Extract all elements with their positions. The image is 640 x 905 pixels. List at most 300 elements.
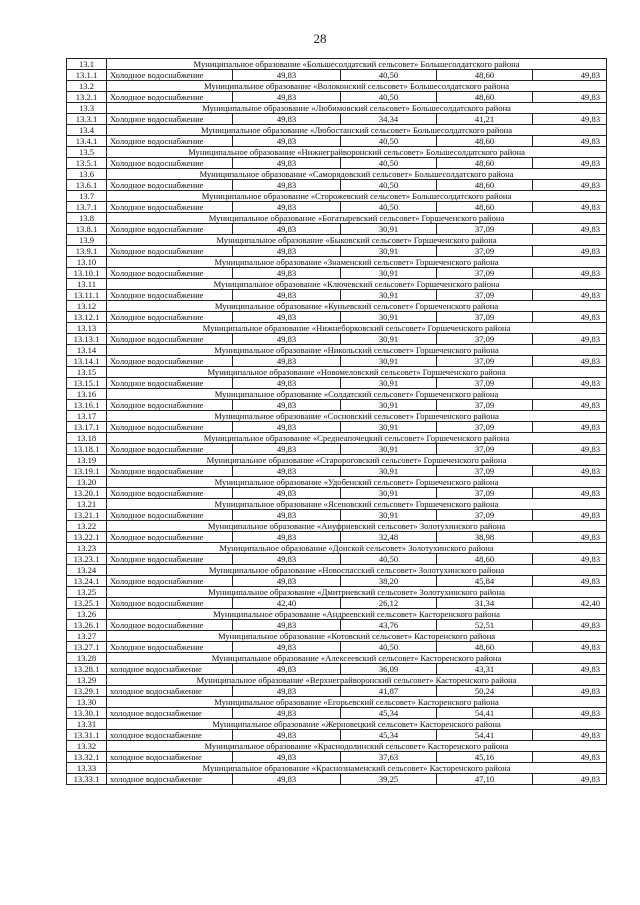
tariff-value-3: 37,09 <box>437 422 533 433</box>
municipality-name: Муниципальное образование «Сосновский сельсовет» Горшеченского района <box>107 411 607 422</box>
tariff-value-1: 49,83 <box>233 70 341 81</box>
tariff-value-4: 49,83 <box>533 356 607 367</box>
tariff-value-1: 49,83 <box>233 642 341 653</box>
tariff-data-row <box>67 158 607 169</box>
tariff-value-2: 26,12 <box>341 598 437 609</box>
row-number: 13.19 <box>67 455 107 466</box>
tariff-value-3: 43,31 <box>437 664 533 675</box>
row-number: 13.8.1 <box>67 224 107 235</box>
tariff-value-1: 49,83 <box>233 752 341 763</box>
tariff-value-1: 49,83 <box>233 246 341 257</box>
municipality-name: Муниципальное образование «Удобенский сельсовет» Горшеченского района <box>107 477 607 488</box>
tariff-value-3: 48,60 <box>437 70 533 81</box>
tariff-value-4: 49,83 <box>533 510 607 521</box>
tariff-value-3: 48,60 <box>437 180 533 191</box>
row-number: 13.23 <box>67 543 107 554</box>
municipality-header-row <box>67 301 607 312</box>
row-number: 13.27 <box>67 631 107 642</box>
tariff-value-3: 37,09 <box>437 488 533 499</box>
tariff-value-2: 40,50 <box>341 202 437 213</box>
service-label: Холодное водоснабжение <box>107 356 233 367</box>
row-number: 13.1 <box>67 59 107 70</box>
row-number: 13.11 <box>67 279 107 290</box>
tariff-data-row <box>67 136 607 147</box>
row-number: 13.4.1 <box>67 136 107 147</box>
service-label: Холодное водоснабжение <box>107 70 233 81</box>
row-number: 13.28 <box>67 653 107 664</box>
tariff-value-1: 49,83 <box>233 686 341 697</box>
service-label: Холодное водоснабжение <box>107 444 233 455</box>
service-label: Холодное водоснабжение <box>107 642 233 653</box>
municipality-name: Муниципальное образование «Котовский сельсовет» Касторенского района <box>107 631 607 642</box>
row-number: 13.29 <box>67 675 107 686</box>
tariff-value-2: 40,50 <box>341 92 437 103</box>
tariff-value-2: 30,91 <box>341 334 437 345</box>
row-number: 13.24.1 <box>67 576 107 587</box>
municipality-header-row <box>67 499 607 510</box>
row-number: 13.13 <box>67 323 107 334</box>
tariff-value-2: 30,91 <box>341 224 437 235</box>
tariff-value-4: 49,83 <box>533 444 607 455</box>
tariff-value-1: 49,83 <box>233 774 341 785</box>
service-label: Холодное водоснабжение <box>107 510 233 521</box>
tariff-value-4: 49,83 <box>533 114 607 125</box>
tariff-value-2: 34,34 <box>341 114 437 125</box>
municipality-header-row <box>67 697 607 708</box>
tariff-data-row <box>67 510 607 521</box>
tariff-data-row <box>67 598 607 609</box>
service-label: Холодное водоснабжение <box>107 268 233 279</box>
tariff-value-4: 49,83 <box>533 752 607 763</box>
municipality-name: Муниципальное образование «Дмитриевский сельсовет» Золотухинского района <box>107 587 607 598</box>
tariff-value-4: 49,83 <box>533 642 607 653</box>
tariff-value-1: 49,83 <box>233 180 341 191</box>
tariff-value-3: 37,09 <box>437 466 533 477</box>
tariff-data-row <box>67 642 607 653</box>
service-label: Холодное водоснабжение <box>107 246 233 257</box>
tariff-table-body <box>67 59 607 785</box>
municipality-name: Муниципальное образование «Любимовский сельсовет» Большесолдатского района <box>107 103 607 114</box>
municipality-header-row <box>67 631 607 642</box>
tariff-value-4: 49,83 <box>533 708 607 719</box>
tariff-value-4: 49,83 <box>533 576 607 587</box>
service-label: Холодное водоснабжение <box>107 554 233 565</box>
municipality-header-row <box>67 257 607 268</box>
service-label: холодное водоснабжение <box>107 664 233 675</box>
municipality-header-row <box>67 59 607 70</box>
row-number: 13.33.1 <box>67 774 107 785</box>
tariff-value-4: 49,83 <box>533 268 607 279</box>
tariff-value-3: 37,09 <box>437 224 533 235</box>
service-label: Холодное водоснабжение <box>107 598 233 609</box>
municipality-name: Муниципальное образование «Донской сельсовет» Золотухинского района <box>107 543 607 554</box>
municipality-header-row <box>67 609 607 620</box>
tariff-value-1: 49,83 <box>233 92 341 103</box>
municipality-header-row <box>67 389 607 400</box>
row-number: 13.13.1 <box>67 334 107 345</box>
tariff-value-3: 54,41 <box>437 730 533 741</box>
tariff-value-1: 49,83 <box>233 422 341 433</box>
tariff-value-2: 40,50 <box>341 70 437 81</box>
service-label: Холодное водоснабжение <box>107 180 233 191</box>
tariff-data-row <box>67 92 607 103</box>
tariff-data-row <box>67 224 607 235</box>
tariff-value-2: 40,50 <box>341 180 437 191</box>
tariff-data-row <box>67 730 607 741</box>
tariff-value-4: 49,83 <box>533 334 607 345</box>
tariff-value-2: 32,48 <box>341 532 437 543</box>
tariff-value-4: 49,83 <box>533 466 607 477</box>
tariff-value-3: 31,34 <box>437 598 533 609</box>
municipality-name: Муниципальное образование «Ясеновский сельсовет» Горшеченского района <box>107 499 607 510</box>
row-number: 13.27.1 <box>67 642 107 653</box>
service-label: холодное водоснабжение <box>107 774 233 785</box>
tariff-value-1: 49,83 <box>233 532 341 543</box>
row-number: 13.20.1 <box>67 488 107 499</box>
service-label: Холодное водоснабжение <box>107 312 233 323</box>
tariff-value-1: 49,83 <box>233 466 341 477</box>
tariff-value-2: 30,91 <box>341 378 437 389</box>
municipality-header-row <box>67 433 607 444</box>
municipality-name: Муниципальное образование «Новомеловский сельсовет» Горшеченского района <box>107 367 607 378</box>
tariff-value-1: 49,83 <box>233 136 341 147</box>
municipality-name: Муниципальное образование «Андреевский сельсовет» Касторенского района <box>107 609 607 620</box>
tariff-value-1: 49,83 <box>233 224 341 235</box>
row-number: 13.28.1 <box>67 664 107 675</box>
tariff-value-4: 49,83 <box>533 488 607 499</box>
tariff-value-3: 37,09 <box>437 312 533 323</box>
tariff-value-3: 37,09 <box>437 356 533 367</box>
service-label: холодное водоснабжение <box>107 708 233 719</box>
municipality-header-row <box>67 345 607 356</box>
service-label: Холодное водоснабжение <box>107 400 233 411</box>
tariff-data-row <box>67 708 607 719</box>
row-number: 13.30 <box>67 697 107 708</box>
municipality-header-row <box>67 279 607 290</box>
municipality-header-row <box>67 477 607 488</box>
tariff-value-2: 30,91 <box>341 246 437 257</box>
row-number: 13.17.1 <box>67 422 107 433</box>
municipality-header-row <box>67 653 607 664</box>
municipality-header-row <box>67 367 607 378</box>
tariff-value-4: 49,83 <box>533 686 607 697</box>
tariff-data-row <box>67 752 607 763</box>
tariff-data-row <box>67 378 607 389</box>
tariff-value-2: 30,91 <box>341 268 437 279</box>
tariff-value-4: 49,83 <box>533 202 607 213</box>
tariff-value-1: 49,83 <box>233 312 341 323</box>
tariff-value-4: 49,83 <box>533 246 607 257</box>
tariff-table <box>66 58 607 785</box>
row-number: 13.6 <box>67 169 107 180</box>
municipality-header-row <box>67 719 607 730</box>
tariff-data-row <box>67 334 607 345</box>
service-label: Холодное водоснабжение <box>107 136 233 147</box>
tariff-value-1: 49,83 <box>233 554 341 565</box>
tariff-data-row <box>67 488 607 499</box>
service-label: Холодное водоснабжение <box>107 224 233 235</box>
row-number: 13.15.1 <box>67 378 107 389</box>
tariff-value-4: 49,83 <box>533 70 607 81</box>
row-number: 13.5 <box>67 147 107 158</box>
tariff-value-1: 49,83 <box>233 334 341 345</box>
row-number: 13.11.1 <box>67 290 107 301</box>
tariff-data-row <box>67 202 607 213</box>
row-number: 13.26.1 <box>67 620 107 631</box>
service-label: Холодное водоснабжение <box>107 290 233 301</box>
row-number: 13.18 <box>67 433 107 444</box>
tariff-value-4: 49,83 <box>533 312 607 323</box>
municipality-header-row <box>67 213 607 224</box>
tariff-value-1: 49,83 <box>233 114 341 125</box>
row-number: 13.18.1 <box>67 444 107 455</box>
tariff-value-3: 48,60 <box>437 92 533 103</box>
service-label: Холодное водоснабжение <box>107 532 233 543</box>
service-label: Холодное водоснабжение <box>107 334 233 345</box>
tariff-value-2: 30,91 <box>341 510 437 521</box>
tariff-data-row <box>67 400 607 411</box>
row-number: 13.1.1 <box>67 70 107 81</box>
row-number: 13.31 <box>67 719 107 730</box>
row-number: 13.33 <box>67 763 107 774</box>
municipality-header-row <box>67 763 607 774</box>
service-label: Холодное водоснабжение <box>107 620 233 631</box>
municipality-header-row <box>67 191 607 202</box>
row-number: 13.16 <box>67 389 107 400</box>
row-number: 13.4 <box>67 125 107 136</box>
tariff-value-4: 49,83 <box>533 158 607 169</box>
municipality-header-row <box>67 675 607 686</box>
municipality-name: Муниципальное образование «Нижнеборковский сельсовет» Горшеченского района <box>107 323 607 334</box>
tariff-value-2: 37,63 <box>341 752 437 763</box>
row-number: 13.6.1 <box>67 180 107 191</box>
row-number: 13.21.1 <box>67 510 107 521</box>
tariff-value-4: 49,83 <box>533 620 607 631</box>
row-number: 13.25.1 <box>67 598 107 609</box>
tariff-value-2: 30,91 <box>341 356 437 367</box>
service-label: холодное водоснабжение <box>107 686 233 697</box>
tariff-value-2: 39,25 <box>341 774 437 785</box>
tariff-value-3: 37,09 <box>437 268 533 279</box>
municipality-name: Муниципальное образование «Алексеевский сельсовет» Касторенского района <box>107 653 607 664</box>
tariff-value-2: 45,34 <box>341 708 437 719</box>
tariff-data-row <box>67 268 607 279</box>
tariff-value-3: 41,21 <box>437 114 533 125</box>
municipality-header-row <box>67 323 607 334</box>
tariff-data-row <box>67 290 607 301</box>
municipality-header-row <box>67 521 607 532</box>
tariff-value-1: 49,83 <box>233 268 341 279</box>
tariff-value-3: 37,09 <box>437 400 533 411</box>
tariff-value-1: 49,83 <box>233 356 341 367</box>
tariff-value-1: 49,83 <box>233 576 341 587</box>
municipality-name: Муниципальное образование «Краснодолинский сельсовет» Касторенского района <box>107 741 607 752</box>
tariff-data-row <box>67 576 607 587</box>
row-number: 13.32.1 <box>67 752 107 763</box>
tariff-value-1: 49,83 <box>233 400 341 411</box>
tariff-value-3: 38,98 <box>437 532 533 543</box>
row-number: 13.29.1 <box>67 686 107 697</box>
tariff-value-4: 49,83 <box>533 136 607 147</box>
tariff-value-3: 37,09 <box>437 290 533 301</box>
tariff-value-2: 30,91 <box>341 488 437 499</box>
municipality-name: Муниципальное образование «Волоконский сельсовет» Большесолдатского района <box>107 81 607 92</box>
row-number: 13.17 <box>67 411 107 422</box>
tariff-value-1: 49,83 <box>233 620 341 631</box>
service-label: Холодное водоснабжение <box>107 576 233 587</box>
row-number: 13.10.1 <box>67 268 107 279</box>
municipality-name: Муниципальное образование «Знаменский сельсовет» Горшеченского района <box>107 257 607 268</box>
tariff-value-2: 36,09 <box>341 664 437 675</box>
municipality-name: Муниципальное образование «Старороговский сельсовет» Горшеченского района <box>107 455 607 466</box>
tariff-value-3: 37,09 <box>437 246 533 257</box>
tariff-value-4: 49,83 <box>533 224 607 235</box>
service-label: Холодное водоснабжение <box>107 158 233 169</box>
tariff-data-row <box>67 356 607 367</box>
tariff-value-3: 37,09 <box>437 378 533 389</box>
tariff-value-2: 30,91 <box>341 466 437 477</box>
tariff-value-4: 49,83 <box>533 730 607 741</box>
row-number: 13.9.1 <box>67 246 107 257</box>
row-number: 13.14.1 <box>67 356 107 367</box>
tariff-value-2: 40,50 <box>341 554 437 565</box>
municipality-header-row <box>67 235 607 246</box>
tariff-data-row <box>67 70 607 81</box>
row-number: 13.8 <box>67 213 107 224</box>
row-number: 13.12 <box>67 301 107 312</box>
tariff-value-1: 42,40 <box>233 598 341 609</box>
row-number: 13.31.1 <box>67 730 107 741</box>
tariff-value-2: 30,91 <box>341 422 437 433</box>
service-label: Холодное водоснабжение <box>107 466 233 477</box>
tariff-value-2: 40,50 <box>341 642 437 653</box>
municipality-header-row <box>67 543 607 554</box>
municipality-header-row <box>67 125 607 136</box>
tariff-data-row <box>67 114 607 125</box>
tariff-value-2: 40,50 <box>341 158 437 169</box>
tariff-value-3: 37,09 <box>437 334 533 345</box>
tariff-data-row <box>67 444 607 455</box>
tariff-value-2: 30,91 <box>341 290 437 301</box>
tariff-value-2: 45,34 <box>341 730 437 741</box>
tariff-value-1: 49,83 <box>233 444 341 455</box>
municipality-header-row <box>67 455 607 466</box>
row-number: 13.23.1 <box>67 554 107 565</box>
tariff-value-4: 49,83 <box>533 532 607 543</box>
row-number: 13.12.1 <box>67 312 107 323</box>
municipality-header-row <box>67 587 607 598</box>
row-number: 13.22 <box>67 521 107 532</box>
row-number: 13.32 <box>67 741 107 752</box>
tariff-value-3: 48,60 <box>437 136 533 147</box>
tariff-value-3: 48,60 <box>437 554 533 565</box>
tariff-value-1: 49,83 <box>233 290 341 301</box>
municipality-name: Муниципальное образование «Краснознаменский сельсовет» Касторенского района <box>107 763 607 774</box>
tariff-value-4: 49,83 <box>533 400 607 411</box>
row-number: 13.25 <box>67 587 107 598</box>
tariff-value-4: 49,83 <box>533 422 607 433</box>
municipality-name: Муниципальное образование «Богатыревский сельсовет» Горшеченского района <box>107 213 607 224</box>
municipality-header-row <box>67 103 607 114</box>
tariff-data-row <box>67 774 607 785</box>
tariff-value-2: 41,87 <box>341 686 437 697</box>
tariff-value-1: 49,83 <box>233 664 341 675</box>
tariff-value-1: 49,83 <box>233 488 341 499</box>
municipality-name: Муниципальное образование «Нижнеграйворонский сельсовет» Большесолдатского района <box>107 147 607 158</box>
tariff-value-2: 38,20 <box>341 576 437 587</box>
row-number: 13.5.1 <box>67 158 107 169</box>
municipality-header-row <box>67 147 607 158</box>
tariff-data-row <box>67 312 607 323</box>
municipality-header-row <box>67 741 607 752</box>
service-label: Холодное водоснабжение <box>107 114 233 125</box>
tariff-value-1: 49,83 <box>233 378 341 389</box>
row-number: 13.22.1 <box>67 532 107 543</box>
municipality-header-row <box>67 81 607 92</box>
row-number: 13.24 <box>67 565 107 576</box>
tariff-value-3: 54,41 <box>437 708 533 719</box>
service-label: Холодное водоснабжение <box>107 488 233 499</box>
tariff-data-row <box>67 554 607 565</box>
row-number: 13.9 <box>67 235 107 246</box>
tariff-data-row <box>67 664 607 675</box>
municipality-name: Муниципальное образование «Верхнеграйворонский сельсовет» Касторенского района <box>107 675 607 686</box>
row-number: 13.16.1 <box>67 400 107 411</box>
tariff-value-1: 49,83 <box>233 158 341 169</box>
tariff-value-1: 49,83 <box>233 708 341 719</box>
tariff-data-row <box>67 620 607 631</box>
row-number: 13.14 <box>67 345 107 356</box>
tariff-value-3: 48,60 <box>437 158 533 169</box>
tariff-value-4: 49,83 <box>533 180 607 191</box>
tariff-value-2: 30,91 <box>341 444 437 455</box>
tariff-value-1: 49,83 <box>233 510 341 521</box>
tariff-data-row <box>67 180 607 191</box>
municipality-name: Муниципальное образование «Куньевский сельсовет» Горшеченского района <box>107 301 607 312</box>
service-label: Холодное водоснабжение <box>107 378 233 389</box>
row-number: 13.7.1 <box>67 202 107 213</box>
service-label: холодное водоснабжение <box>107 752 233 763</box>
row-number: 13.3 <box>67 103 107 114</box>
municipality-name: Муниципальное образование «Егорьевский сельсовет» Касторенского района <box>107 697 607 708</box>
tariff-value-4: 49,83 <box>533 664 607 675</box>
tariff-value-3: 48,60 <box>437 642 533 653</box>
tariff-value-1: 49,83 <box>233 730 341 741</box>
tariff-value-2: 30,91 <box>341 312 437 323</box>
row-number: 13.3.1 <box>67 114 107 125</box>
municipality-name: Муниципальное образование «Любостанский сельсовет» Большесолдатского района <box>107 125 607 136</box>
tariff-value-4: 49,83 <box>533 554 607 565</box>
page-number: 28 <box>313 31 327 46</box>
row-number: 13.30.1 <box>67 708 107 719</box>
row-number: 13.26 <box>67 609 107 620</box>
municipality-name: Муниципальное образование «Сторожевский сельсовет» Большесолдатского района <box>107 191 607 202</box>
tariff-value-4: 49,83 <box>533 378 607 389</box>
tariff-data-row <box>67 532 607 543</box>
tariff-value-2: 30,91 <box>341 400 437 411</box>
tariff-value-4: 42,40 <box>533 598 607 609</box>
municipality-name: Муниципальное образование «Новоспасский сельсовет» Золотухинского района <box>107 565 607 576</box>
municipality-name: Муниципальное образование «Большесолдатский сельсовет» Большесолдатского района <box>107 59 607 70</box>
tariff-data-row <box>67 466 607 477</box>
tariff-value-2: 43,76 <box>341 620 437 631</box>
tariff-value-3: 50,24 <box>437 686 533 697</box>
tariff-value-3: 47,10 <box>437 774 533 785</box>
municipality-header-row <box>67 565 607 576</box>
tariff-value-3: 45,16 <box>437 752 533 763</box>
tariff-data-row <box>67 246 607 257</box>
municipality-name: Муниципальное образование «Быковский сельсовет» Горшеченского района <box>107 235 607 246</box>
